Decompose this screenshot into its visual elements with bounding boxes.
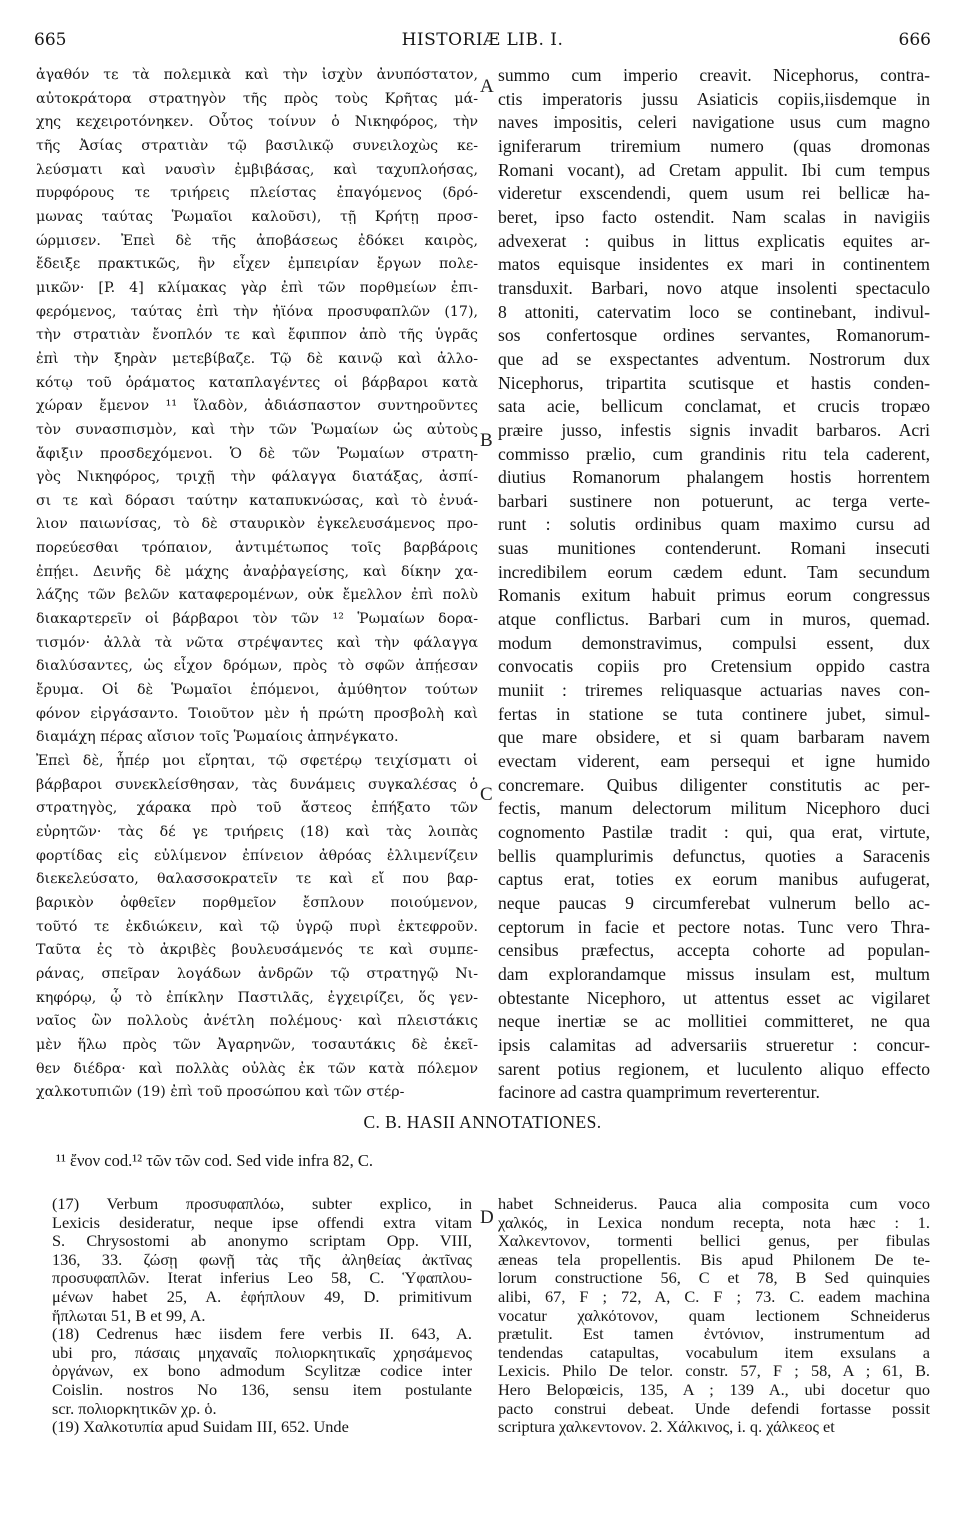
margin-letter-a: A [480, 76, 494, 97]
annotation-line: tendendas catapultas, vocabulum item exsulans a [498, 1343, 930, 1362]
latin-text-line: incredibilem eorum cædem edunt. Tam secundum [498, 561, 930, 582]
latin-text-line: censibus præfectus, accepta cohorte ad populan- [498, 940, 930, 961]
greek-text-line: κότῳ τοῦ ὁράματος καταπλαγέντες οἱ βάρβαροι κατὰ [36, 374, 478, 391]
latin-text-line: transduxit. Barbari, novo atque insolenti spectaculo [498, 277, 930, 298]
greek-text-line: τὸν συνασπισμὸν, καὶ τὴν τῶν Ῥωμαίων ὡς αὐτοὺς [36, 421, 478, 438]
latin-text-line: que mare obsidere, et si quam barbaram navem [498, 727, 930, 748]
annotation-line: S. Chrysostomi ab anonymo scriptam Opp. VIII, [52, 1232, 472, 1251]
greek-text-line: πυρφόρους τε τριήρεις πλείστας ἐπαγόμενος (δρό- [36, 185, 478, 202]
annotations-heading: C. B. HASII ANNOTATIONES. [363, 1112, 602, 1132]
annotation-line: alibi, 67, F ; 72, A, C. F ; 73. C. eadem machina [498, 1287, 930, 1306]
annotation-line: ubi pro, πάσαις μηχαναῖς πολιορκητικαῖς χρησάμενος [52, 1343, 472, 1362]
latin-text-line: bellis quamplurimis defunctus, quoties a Saracenis [498, 845, 930, 866]
latin-text-line: naves impositis, celeri navigatione usus cum magno [498, 112, 930, 133]
annotation-line: Hero Belopœicis, 135, A ; 139 A., ubi docetur quo [498, 1380, 930, 1399]
latin-text-line: beret, ipso facto ostendit. Nam scalas in navigiis [498, 206, 930, 227]
latin-text-line: fectis, manum delectorum militum Nicephoro duci [498, 798, 930, 819]
latin-text-line: modum demonstravimus, compulsi essent, dux [498, 632, 930, 653]
greek-text-line: τοῦτό τε ἐκδιώκειν, καὶ τῷ ὑγρῷ πυρὶ ἐκτεφροῦν. [36, 918, 478, 935]
latin-text-line: suas munitiones contenderunt. Romani insecuti [498, 538, 930, 559]
latin-text-line: dam explorandamque missus insulam est, multum [498, 963, 930, 984]
latin-text-line: 8 attoniti, catervatim loco se continebant, indivul- [498, 301, 930, 322]
greek-text-line: μικῶν· [P. 4] κλίμακας γὰρ ἐπὶ τῶν πορθμείων ἐπι- [36, 279, 478, 296]
annotation-line: προσυφαπλῶν. Iterat inferius Leo 58, C. Ὑφαπλου- [52, 1269, 472, 1288]
latin-text-line: evectam viderent, eam persequi et igne humido [498, 751, 930, 772]
latin-text-line: commisso prælio, cum grandinis ritu tela caderent, [498, 443, 930, 464]
latin-text-line: concremare. Quibus diligenter constitutis ac per- [498, 774, 930, 795]
greek-text-line: ἐπῄει. Δεινῆς δὲ μάχης ἀναῤῥαγείσης, καὶ δίκην χα- [36, 563, 478, 580]
greek-text-line: Ἐπεὶ δὲ, ἧπέρ μοι εἴρηται, τῷ σφετέρῳ τειχίσματι οἱ [36, 753, 478, 770]
greek-text-line: θεν διέδρα· καὶ πολλὰς οὐλὰς ἐκ τῶν κατὰ πόλεμον [36, 1060, 478, 1077]
latin-text-line: Nicephorus, tripartita scutisque et hastis conden- [498, 372, 930, 393]
greek-text-line: μὲν ἥλω πρὸς τῶν Ἀγαρηνῶν, τοσαυτάκις δὲ ἐκεῖ- [36, 1036, 478, 1053]
running-title: HISTORIÆ LIB. I. [401, 30, 564, 50]
latin-translation-column [498, 64, 930, 1105]
annotation-line: ὀργάνων, ex bono admodum Scylitzæ codice inter [52, 1362, 472, 1381]
greek-text-line: τῆς Ἀσίας στρατιὰν τῷ βασιλικῷ συνειλοχὼς κε- [36, 137, 478, 154]
greek-text-line: ἄφιξιν προσδεχόμενοι. Ὁ δὲ τῶν Ῥωμαίων στρατη- [36, 445, 478, 462]
greek-text-line: διαλύσαντες, ὡς εἶχον δρόμων, πρὸς τὸ σφῶν ἀπῄεσαν [36, 658, 478, 675]
latin-text-line: obtestante Nicephoro, ut attentus esset ac vigilaret [498, 987, 930, 1008]
greek-text-line: ναῖος ὢν πολλοὺς ἀνέτλη πολέμους· καὶ πλειστάκις [36, 1013, 478, 1030]
greek-text-line: φορτίδας εἰς εὐλίμενον ἐπίνειον ἀθρόας ἐλλιμενίζειν [36, 847, 478, 864]
greek-text-line: χώραν ἔμενον ¹¹ ἴλαδὸν, ἀδιάσπαστον συντηροῦντες [36, 398, 478, 415]
annotation-line: scr. πολιορκητικῶν χρ. ὁ. [52, 1399, 217, 1418]
latin-text-line: videretur exscendendi, quem usum rei bellicæ ha- [498, 183, 930, 204]
latin-text-line: muniit : triremes reliquasque actuarias naves con- [498, 680, 930, 701]
latin-text-line: summo cum imperio creavit. Nicephorus, contra- [498, 65, 930, 85]
greek-text-line: λεύσματι καὶ ναυσὶν ἐμβιβάσας, καὶ ταχυπλοήσας, [36, 161, 478, 178]
latin-text-line: ceptorum in facie et pectore notas. Tunc vero Thra- [498, 916, 930, 937]
latin-text-line: cognomento Pastilæ tradit : qui, qua erat, virtute, [498, 822, 930, 842]
latin-text-line: convocatis copiis pro Cretensium oppido castra [498, 656, 930, 677]
latin-text-line: sarent potius regionem, et luculento aliquo effecto [498, 1058, 930, 1079]
greek-text-line: πορεύεσθαι τρόπαιον, ἀντιμέτωπος τοῖς βαρβάροις [36, 540, 478, 557]
greek-text-line: λιον παιωνίσας, τὸ δὲ σταυρικὸν ἐγκελευσάμενος προ- [36, 516, 478, 533]
greek-text-line: Ταῦτα ἐς τὸ ἀκριβὲς βουλευσάμενός τε καὶ συμπε- [36, 942, 478, 959]
annotation-line: (19) Χαλκοτυπία apud Suidam III, 652. Unde [52, 1418, 349, 1437]
latin-text-line: Romanis exitum habuit primus eorum congressus [498, 585, 930, 606]
greek-text-line: μωνας ταύτας Ῥωμαῖοι καλοῦσι), τῇ Κρήτῃ προσ- [36, 208, 478, 225]
greek-text-line: ἐπὶ τὴν ξηρὰν μετεβίβαζε. Τῷ δὲ καινῷ καὶ ἀλλο- [36, 350, 478, 367]
latin-text-line: neque paucas 9 circumferebat vulnerum bello ac- [498, 892, 930, 913]
greek-text-line: φόνον εἰργάσαντο. Τοιοῦτον μὲν ἡ πρώτη προσβολὴ καὶ [36, 705, 478, 722]
annotation-line: habet Schneiderus. Pauca alia composita cum voco [498, 1195, 930, 1213]
latin-text-line: matos equisque insidentes ex mari in continentem [498, 254, 930, 275]
latin-text-line: que ad se exspectantes adventum. Nostrorum dux [498, 348, 930, 369]
latin-text-line: neque inertiæ se ac mollitiei committeret, ne qua [498, 1011, 930, 1032]
running-header [26, 30, 939, 54]
annotation-line: χαλκός, in Lexica nondum recepta, nota hæc : 1. [498, 1213, 930, 1232]
latin-text-line: fertas in statione se tuta continere jubet, simul- [498, 703, 930, 724]
latin-text-line: captus erat, toties ex eorum manibus aufugerat, [498, 869, 930, 890]
latin-text-line: atque conflictus. Barbari cum in muros, quemad. [498, 609, 930, 630]
greek-text-line: ώρμισεν. Ἐπεὶ δὲ τῆς ἀποβάσεως ἐδόκει καιρὸς, [36, 232, 478, 249]
greek-text-line: κηφόρῳ, ᾧ τὸ ἐπίκλην Παστιλᾶς, ἐγχειρίζει, ὅς γεν- [36, 989, 478, 1006]
latin-text-line: ctis imperatoris jussu Asiaticis copiis,iisdemque in [498, 88, 930, 109]
greek-text-line: βάρβαροι συνεκλείσθησαν, τὰς δυνάμεις συγκαλέσας ὁ [36, 776, 478, 793]
right-page-number: 666 [898, 30, 931, 50]
margin-letter-c: C [480, 784, 493, 805]
greek-text-line: στρατηγὸς, χάρακα πρὸ τοῦ ἄστεος ἐπήξατο τῶν [36, 800, 478, 817]
greek-text-line: αὐτοκράτορα στρατηγὸν τῆς πρὸς τοὺς Κρῆτας μά- [36, 90, 478, 107]
latin-text-line: præire jusso, infestis signis invadit barbaros. Acri [498, 419, 930, 440]
left-page-number: 665 [34, 30, 67, 50]
annotation-line: ἥπλωται 51, B et 99, A. [52, 1306, 206, 1325]
greek-text-line: διεκελεύσατο, θαλασσοκρατεῖν τε καὶ εἴ που βαρ- [36, 871, 478, 888]
greek-text-line: φερόμενος, ταύτας ἐπὶ τὴν ἠϊόνα προσυφαπλῶν (17), [36, 303, 478, 320]
greek-text-column [36, 64, 478, 1105]
greek-text-line: διακαρτερεῖν οἱ βάρβαροι τὸν τῶν ¹² Ῥωμαίων δορα- [36, 611, 478, 628]
greek-text-line: χης κεχειροτόνηκεν. Οὗτος τοίνυν ὁ Νικηφόρος, τὴν [36, 114, 478, 131]
greek-text-line: ἀγαθόν τε τὰ πολεμικὰ καὶ τὴν ἰσχὺν ἀνυπόστατον, [36, 67, 478, 83]
margin-letter-d: D [480, 1207, 494, 1228]
greek-text-line: εὐρητῶν· τὰς δέ γε τριήρεις (18) καὶ τὰς λοιπὰς [36, 824, 478, 840]
greek-text-line: ἔδειξε πρακτικῶς, ἣν εἶχεν ἐμπειρίαν ἔργων πολε- [36, 256, 478, 273]
annotation-line: pacto construi debeat. Unde defendi fortasse possit [498, 1399, 930, 1418]
latin-text-line: Romani vocant), ad Cretam appulit. Ibi cum tempus [498, 159, 930, 180]
margin-letter-b: B [480, 430, 493, 451]
annotation-line: æneas tela propellentis. Bis apud Philonem De te- [498, 1250, 930, 1269]
annotation-line: scriptura χαλκεντονον. 2. Χάλκινος, i. q. χάλκεος et [498, 1418, 835, 1437]
annotation-line: Lexicis desideratur, neque ipse offendi extra vitam [52, 1213, 472, 1232]
annotation-line: 136, 33. ζώσῃ φωνῇ τὰς τῆς ἀληθείας ἀκτῖνας [52, 1250, 472, 1269]
latin-text-line: runt : solutis ordinibus quam maximo cursu ad [498, 514, 930, 535]
latin-text-line: igniferarum triremium numero (quas dromonas [498, 135, 930, 156]
annotation-line: (17) Verbum προσυφαπλόω, subter explico, in [52, 1195, 472, 1213]
greek-text-line: τισμόν· ἀλλὰ τὰ νῶτα στρέψαντες καὶ τὴν φάλαγγα [36, 634, 478, 651]
annotation-line: Lexicis. Philo De telor. constr. 57, F ; 58, A ; 61, B. [498, 1362, 930, 1381]
annotation-line: μένων habet 25, A. ἐφήπλουν 49, D. primitivum [52, 1287, 472, 1306]
greek-text-line: τὴν στρατιὰν ἔνοπλόν τε καὶ ἔφιππον ἀπὸ τῆς ὑγρᾶς [36, 327, 478, 344]
greek-text-line: ἔρυμα. Οἱ δὲ Ῥωμαῖοι ἑπόμενοι, ἀμύθητον τούτων [36, 682, 478, 699]
greek-text-line: λάζης τῶν βελῶν καταφερομένων, οὐκ ἔμελλον ἐπὶ πολὺ [36, 587, 478, 604]
annotation-line: Coislin. nostros No 136, sensu item postulante [52, 1380, 472, 1399]
annotation-line: prætulit. Est tamen ἐντόνιον, instrumentum ad [498, 1325, 930, 1344]
greek-text-line: γὸς Νικηφόρος, τριχῇ τὴν φάλαγγα διατάξας, ἀσπί- [36, 469, 478, 486]
latin-text-line: facinore ad castra quamprimum reverterentur. [498, 1082, 820, 1103]
greek-text-line: σι τε καὶ δόρασι ταύτην καταπυκνώσας, καὶ τὸ ἐνυά- [36, 492, 478, 509]
latin-text-line: ipsis calamitas ad adversariis strueretur : concur- [498, 1034, 930, 1055]
greek-text-line: διαμάχη πέρας αἴσιον τοῖς Ῥωμαίοις ἀπηνέγκατο. [36, 729, 399, 746]
latin-text-line: diutius Romanorum phalangem hostis horrentem [498, 467, 930, 488]
annotation-line: Χαλκεντονον, tormenti bellici genus, per fibulas [498, 1232, 930, 1251]
annotations-right-column [498, 1195, 930, 1437]
greek-text-line: βαρικὸν ὀφθεῖεν πορθμεῖον ἔσπλουν ποιούμενον, [36, 894, 478, 911]
annotations-left-column [52, 1195, 472, 1437]
latin-text-line: barbari sustinere non potuerunt, ac terga verte- [498, 490, 930, 511]
annotation-line: lorum constructione 56, C et 78, B Sed quinquies [498, 1269, 930, 1288]
latin-text-line: sos confertosque ordines servantes, Romanorum- [498, 325, 930, 346]
critical-apparatus-note: ¹¹ ἔνον cod.¹² τῶν τῶν cod. Sed vide infra 82, C. [56, 1151, 373, 1170]
annotation-line: (18) Cedrenus hæc iisdem fere verbis II. 643, A. [52, 1325, 472, 1344]
greek-text-line: ράνας, σπεῖραν λογάδων ἀνδρῶν τῷ στρατηγῷ Νι- [36, 965, 478, 982]
latin-text-line: sata acie, bellicum conclamat, et crucis tropæo [498, 396, 930, 417]
greek-text-line: χαλκοτυπιῶν (19) ἐπὶ τοῦ προσώπου καὶ τῶν στέρ- [36, 1084, 405, 1101]
annotation-line: vocatur χαλκότονον, quam lectionem Schneiderus [498, 1306, 930, 1325]
latin-text-line: advexerat : quibus in littus explicatis equites ar- [498, 230, 930, 251]
